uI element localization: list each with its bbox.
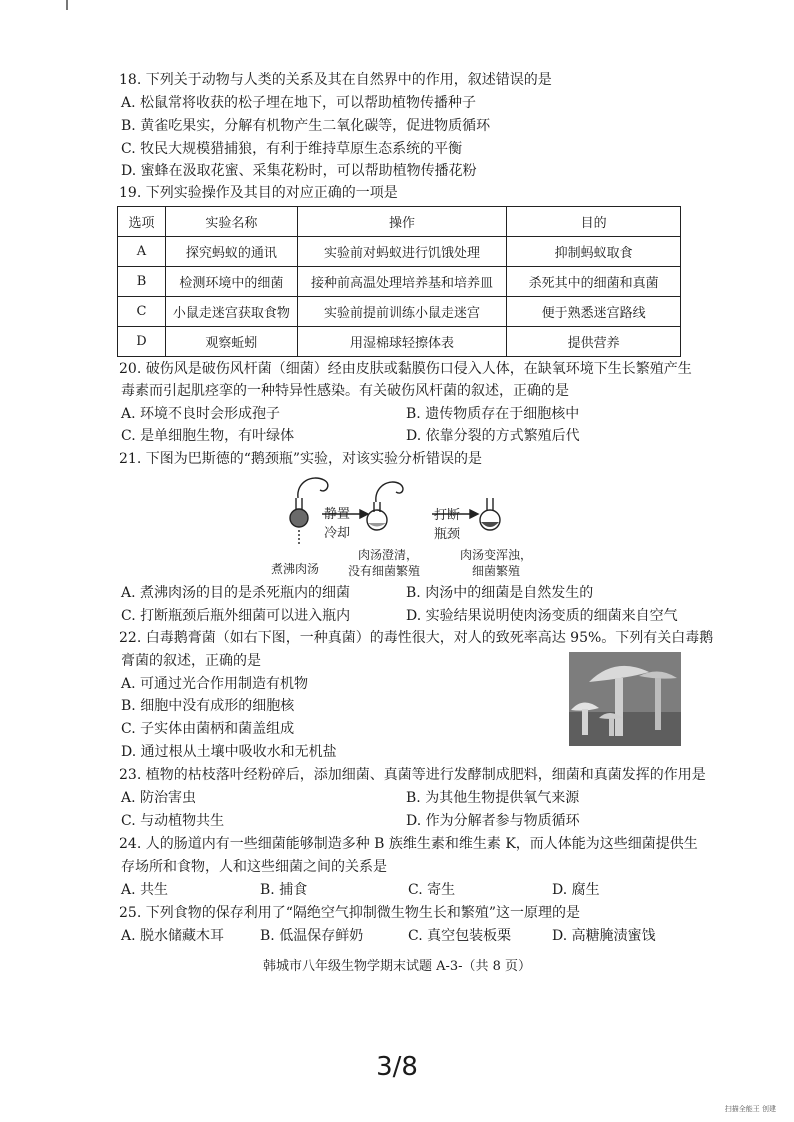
q18-option-d: D. 蜜蜂在汲取花蜜、采集花粉时，可以帮助植物传播花粉 <box>121 163 477 179</box>
table-cell: A <box>118 237 166 267</box>
q20-option-c: C. 是单细胞生物，有叶绿体 <box>121 428 295 444</box>
q21-option-c: C. 打断瓶颈后瓶外细菌可以进入瓶内 <box>121 608 351 624</box>
q20-option-a: A. 环境不良时会形成孢子 <box>121 406 281 422</box>
header-purpose: 目的 <box>507 207 681 237</box>
q20-option-b: B. 遗传物质存在于细胞核中 <box>406 406 580 422</box>
table-cell: 抑制蚂蚁取食 <box>507 237 681 267</box>
q24-stem-line1: 24. 人的肠道内有一些细菌能够制造多种 B 族维生素和维生素 K，而人体能为这些细菌提供生 <box>119 836 698 852</box>
q25-option-b: B. 低温保存鲜奶 <box>260 928 364 944</box>
table-cell: 接种前高温处理培养基和培养皿 <box>297 267 507 297</box>
q18-stem: 18. 下列关于动物与人类的关系及其在自然界中的作用，叙述错误的是 <box>119 72 552 88</box>
q24-option-b: B. 捕食 <box>260 882 308 898</box>
q20-option-d: D. 依靠分裂的方式繁殖后代 <box>406 428 580 444</box>
table-cell: 小鼠走迷宫获取食物 <box>165 297 297 327</box>
table-cell: C <box>118 297 166 327</box>
q18-option-a: A. 松鼠常将收获的松子埋在地下，可以帮助植物传播种子 <box>121 95 477 111</box>
table-cell: 便于熟悉迷宫路线 <box>507 297 681 327</box>
q22-option-a: A. 可通过光合作用制造有机物 <box>121 676 309 692</box>
label-clear-broth-2: 没有细菌繁殖 <box>348 564 421 578</box>
flask-turbid-icon <box>480 498 500 530</box>
page-footer: 韩城市八年级生物学期末试题 A-3-（共 8 页） <box>262 959 532 974</box>
header-option: 选项 <box>118 207 166 237</box>
mushroom-photo <box>569 652 681 746</box>
q24-option-d: D. 腐生 <box>552 882 600 898</box>
q25-option-c: C. 真空包装板栗 <box>408 928 512 944</box>
scan-edge-mark <box>66 0 68 10</box>
q19-stem: 19. 下列实验操作及其目的对应正确的一项是 <box>119 185 398 201</box>
q24-option-c: C. 寄生 <box>408 882 456 898</box>
q25-option-a: A. 脱水储藏木耳 <box>121 928 225 944</box>
q19-table <box>117 206 681 357</box>
q22-stem-line2: 膏菌的叙述，正确的是 <box>121 653 261 669</box>
table-row <box>118 267 681 297</box>
q21-option-b: B. 肉汤中的细菌是自然发生的 <box>406 585 594 601</box>
arrow2-label-bottom: 瓶颈 <box>434 527 461 542</box>
table-cell: 实验前提前训练小鼠走迷宫 <box>297 297 507 327</box>
q22-stem-line1: 22. 白毒鹅膏菌（如右下图，一种真菌）的毒性很大，对人的致死率高达 95%。下列有关白毒鹅 <box>119 630 714 646</box>
q21-option-d: D. 实验结果说明使肉汤变质的细菌来自空气 <box>406 608 678 624</box>
q23-option-b: B. 为其他生物提供氧气来源 <box>406 790 580 806</box>
q25-option-d: D. 高糖腌渍蜜饯 <box>552 928 656 944</box>
table-cell: 用湿棉球轻擦体表 <box>297 327 507 357</box>
q23-option-d: D. 作为分解者参与物质循环 <box>406 813 580 829</box>
scanner-watermark: 扫描全能王 创建 <box>724 1105 776 1113</box>
q24-stem-line2: 存场所和食物，人和这些细菌之间的关系是 <box>121 859 387 875</box>
table-cell: 实验前对蚂蚁进行饥饿处理 <box>297 237 507 267</box>
q23-option-a: A. 防治害虫 <box>121 790 197 806</box>
table-header-row <box>118 207 681 237</box>
q20-stem-line1: 20. 破伤风是破伤风杆菌（细菌）经由皮肤或黏膜伤口侵入人体，在缺氧环境下生长繁殖产生 <box>119 361 692 377</box>
label-clear-broth-1: 肉汤澄清， <box>358 548 419 562</box>
q23-stem: 23. 植物的枯枝落叶经粉碎后，添加细菌、真菌等进行发酵制成肥料，细菌和真菌发挥的作用是 <box>119 767 706 783</box>
table-row <box>118 327 681 357</box>
table-row <box>118 297 681 327</box>
arrow1-label-top: 静置 <box>324 507 351 522</box>
header-experiment: 实验名称 <box>165 207 297 237</box>
table-cell: B <box>118 267 166 297</box>
flask-clear-icon <box>367 482 403 530</box>
table-cell: 提供营养 <box>507 327 681 357</box>
table-row <box>118 237 681 267</box>
q22-option-b: B. 细胞中没有成形的细胞核 <box>121 698 295 714</box>
q18-option-c: C. 牧民大规模猎捕狼，有利于维持草原生态系统的平衡 <box>121 141 463 157</box>
arrow1-label-bottom: 冷却 <box>324 526 351 541</box>
q23-option-c: C. 与动植物共生 <box>121 813 225 829</box>
table-cell: D <box>118 327 166 357</box>
header-operation: 操作 <box>297 207 507 237</box>
label-turbid-broth-1: 肉汤变浑浊， <box>460 548 533 562</box>
q22-option-d: D. 通过根从土壤中吸收水和无机盐 <box>121 744 337 760</box>
table-cell: 探究蚂蚁的通讯 <box>165 237 297 267</box>
table-cell: 观察蚯蚓 <box>165 327 297 357</box>
q24-option-a: A. 共生 <box>121 882 169 898</box>
q25-stem: 25. 下列食物的保存利用了“隔绝空气抑制微生物生长和繁殖”这一原理的是 <box>119 905 581 921</box>
page-number: 3/8 <box>376 1052 418 1082</box>
label-turbid-broth-2: 细菌繁殖 <box>472 564 521 578</box>
arrow2-label-top: 打断 <box>434 508 461 523</box>
table-cell: 检测环境中的细菌 <box>165 267 297 297</box>
label-boiling-broth: 煮沸肉汤 <box>271 562 320 576</box>
q20-stem-line2: 毒素而引起肌痉挛的一种特异性感染。有关破伤风杆菌的叙述，正确的是 <box>121 383 569 399</box>
table-cell: 杀死其中的细菌和真菌 <box>507 267 681 297</box>
q21-option-a: A. 煮沸肉汤的目的是杀死瓶内的细菌 <box>121 585 351 601</box>
flask-boiling-icon <box>290 478 328 544</box>
q18-option-b: B. 黄雀吃果实，分解有机物产生二氧化碳等，促进物质循环 <box>121 118 491 134</box>
q21-stem: 21. 下图为巴斯德的“鹅颈瓶”实验，对该实验分析错误的是 <box>119 451 483 467</box>
q22-option-c: C. 子实体由菌柄和菌盖组成 <box>121 721 295 737</box>
